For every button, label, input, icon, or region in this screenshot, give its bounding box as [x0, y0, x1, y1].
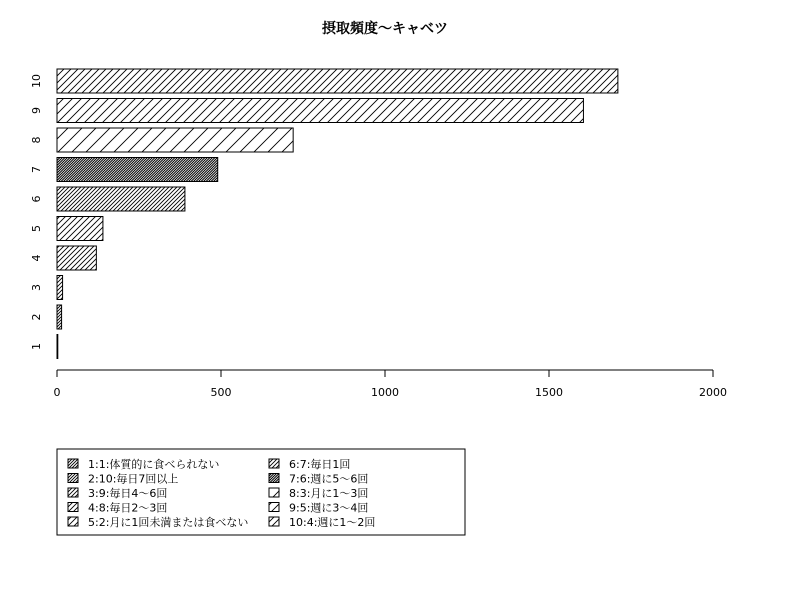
bar-4 — [57, 246, 96, 270]
x-tick-label: 1500 — [535, 386, 563, 399]
y-tick-label-9: 9 — [30, 107, 43, 114]
y-tick-label-5: 5 — [30, 225, 43, 232]
legend-swatch — [68, 503, 78, 512]
legend-swatch — [68, 459, 78, 468]
y-tick-label-10: 10 — [30, 74, 43, 88]
bar-8 — [57, 128, 293, 152]
x-tick-label: 1000 — [371, 386, 399, 399]
legend-label: 3:9:毎日4〜6回 — [88, 487, 168, 500]
legend-label: 1:1:体質的に食べられない — [88, 458, 220, 471]
bar-7 — [57, 158, 218, 182]
legend-label: 9:5:週に3〜4回 — [289, 501, 369, 515]
y-tick-label-6: 6 — [30, 195, 43, 203]
y-tick-label-1: 1 — [30, 343, 43, 350]
legend-swatch — [68, 517, 78, 526]
bar-2 — [57, 305, 62, 329]
legend-label: 5:2:月に1回未満または食べない — [88, 516, 249, 529]
x-tick-label: 2000 — [699, 386, 727, 399]
legend-swatch — [68, 488, 78, 497]
legend-label: 10:4:週に1〜2回 — [289, 516, 376, 529]
bar-3 — [57, 276, 63, 300]
legend-swatch — [269, 459, 279, 468]
x-axis — [54, 370, 728, 399]
bar-9 — [57, 99, 583, 123]
bar-5 — [57, 217, 103, 241]
legend-label: 8:3:月に1〜3回 — [289, 487, 369, 500]
legend-swatch — [269, 517, 279, 526]
legend-swatch — [68, 474, 78, 483]
bar-6 — [57, 187, 185, 211]
x-tick-label: 500 — [210, 386, 232, 399]
y-tick-label-7: 7 — [30, 166, 43, 173]
legend — [57, 449, 465, 535]
bar-group — [57, 69, 618, 359]
legend-swatch — [269, 474, 279, 483]
bar-1 — [57, 335, 58, 359]
legend-label: 4:8:毎日2〜3回 — [88, 501, 168, 515]
x-tick-label: 0 — [53, 386, 61, 399]
y-tick-labels — [30, 74, 43, 350]
legend-swatch — [269, 488, 279, 497]
legend-label: 6:7:毎日1回 — [289, 458, 351, 471]
y-tick-label-3: 3 — [30, 284, 43, 291]
legend-swatch — [269, 503, 279, 512]
y-tick-label-2: 2 — [30, 313, 43, 321]
y-tick-label-8: 8 — [30, 136, 43, 144]
legend-label: 2:10:毎日7回以上 — [88, 472, 179, 486]
chart-title: 摂取頻度〜キャベツ — [322, 21, 448, 37]
legend-label: 7:6:週に5〜6回 — [289, 472, 369, 486]
bar-10 — [57, 69, 618, 93]
y-tick-label-4: 4 — [30, 254, 43, 262]
